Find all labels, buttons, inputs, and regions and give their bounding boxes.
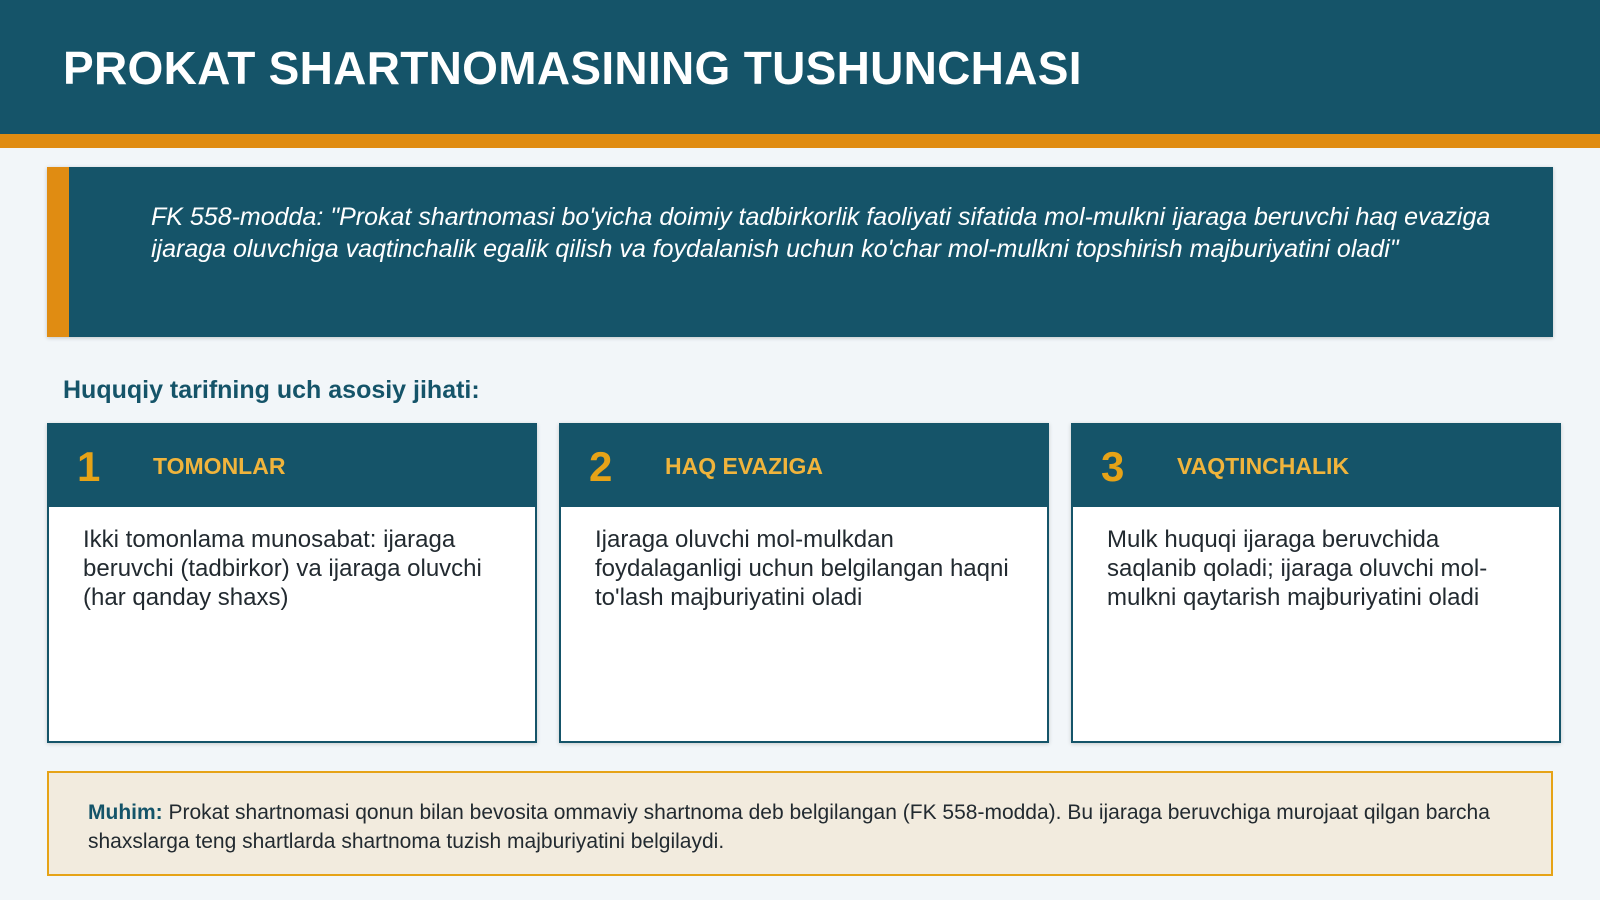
- card-header: [49, 425, 535, 507]
- card-body: Ijaraga oluvchi mol-mulkdan foydalaganligi uchun belgilangan haqni to'lash majburiyatini oladi: [595, 526, 1009, 611]
- header-accent-stripe: [0, 134, 1600, 148]
- note-text: Prokat shartnomasi qonun bilan bevosita ommaviy shartnoma deb belgilangan (FK 558-modda). Bu ijaraga beruvchiga murojaat qilgan barcha shaxslarga teng shartlarda shartnoma tuzish majburiyatini belgilaydi.: [88, 801, 1490, 853]
- card-title: TOMONLAR: [153, 453, 286, 479]
- header-bar: [0, 0, 1600, 134]
- aspect-card-for-fee: [559, 423, 1049, 743]
- card-title: VAQTINCHALIK: [1177, 453, 1350, 479]
- card-body: Mulk huquqi ijaraga beruvchida saqlanib qoladi; ijaraga oluvchi mol-mulkni qaytarish majburiyatini oladi: [1107, 526, 1488, 611]
- page-title: PROKAT SHARTNOMASINING TUSHUNCHASI: [63, 42, 1082, 94]
- card-number: 3: [1101, 443, 1125, 490]
- aspect-card-temporary: [1071, 423, 1561, 743]
- card-header: [1073, 425, 1559, 507]
- aspect-card-parties: [47, 423, 537, 743]
- note-label: Muhim:: [88, 801, 163, 824]
- important-note-box: [47, 771, 1553, 876]
- card-number: 2: [589, 443, 613, 490]
- legal-quote-text: FK 558-modda: "Prokat shartnomasi bo'yicha doimiy tadbirkorlik faoliyati sifatida mol-mulkni ijaraga beruvchi haq evaziga ijaraga oluvchiga vaqtinchalik egalik qilish va foydalanish uchun ko'char mol-mulkni topshirish majburiyatini oladi": [151, 203, 1491, 263]
- legal-quote-box: [47, 167, 1553, 337]
- card-number: 1: [77, 443, 101, 490]
- section-heading: Huquqiy tarifning uch asosiy jihati:: [63, 376, 480, 404]
- card-title: HAQ EVAZIGA: [665, 453, 824, 479]
- card-body: Ikki tomonlama munosabat: ijaraga beruvchi (tadbirkor) va ijaraga oluvchi (har qanday shaxs): [83, 526, 482, 611]
- card-header: [561, 425, 1047, 507]
- important-note: [88, 798, 1498, 856]
